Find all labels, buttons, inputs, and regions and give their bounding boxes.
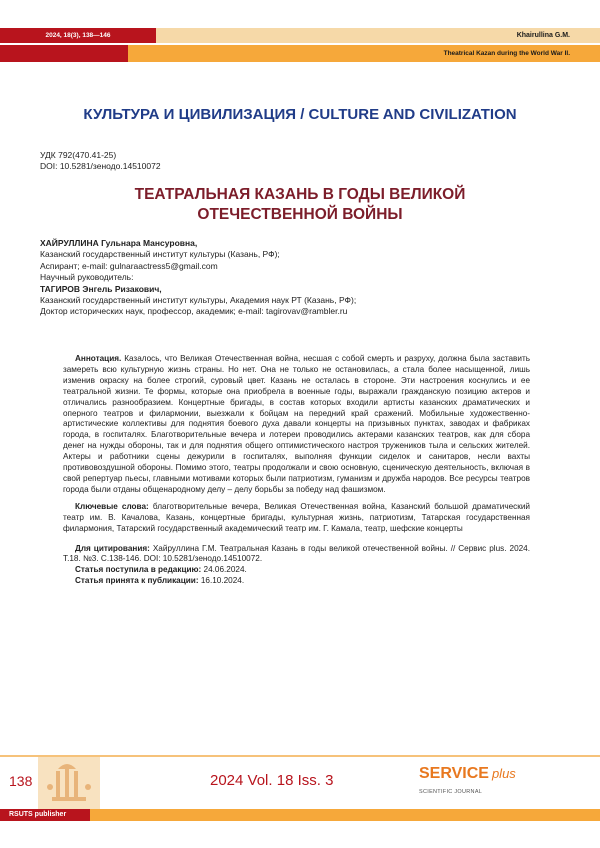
keywords-text: благотворительные вечера, Великая Отечественная война, Казанский большой драматический театр им. В. Качалова, Казань, концертные бригады, культурная жизнь, патриотизм, Татарская государственная филармония, Татарский государственный академический театр им. Г. Камала, театр, шефские концерты bbox=[63, 502, 530, 533]
abstract-label: Аннотация. bbox=[75, 354, 121, 363]
article-title bbox=[0, 185, 600, 225]
journal-name: SERVICE bbox=[419, 765, 489, 782]
header-author: Khairullina G.M. bbox=[517, 28, 570, 43]
header-stripe bbox=[0, 45, 128, 62]
citation-text: Хайруллина Г.М. Театральная Казань в годы великой отечественной войны. // Сервис plus. 2024. Т.18. №3. С.138-146. DOI: 10.5281/зенодо.14510072. bbox=[63, 544, 530, 564]
abstract bbox=[63, 354, 530, 496]
volume-info: 2024 Vol. 18 Iss. 3 bbox=[210, 772, 333, 789]
supervisor-label: Научный руководитель: bbox=[40, 272, 570, 283]
authors-block bbox=[40, 238, 570, 318]
accepted-date bbox=[63, 576, 530, 587]
udk-block bbox=[40, 150, 161, 172]
received-date bbox=[63, 565, 530, 576]
author-1-name: ХАЙРУЛЛИНА Гульнара Мансуровна, bbox=[40, 238, 570, 249]
received-value: 24.06.2024. bbox=[201, 565, 247, 574]
keywords-label: Ключевые слова: bbox=[75, 502, 149, 511]
section-heading: КУЛЬТУРА И ЦИВИЛИЗАЦИЯ / CULTURE AND CIVILIZATION bbox=[0, 106, 600, 123]
udk: УДК 792(470.41-25) bbox=[40, 150, 161, 161]
journal-logo bbox=[419, 765, 516, 783]
author-1-affiliation: Казанский государственный институт культуры (Казань, РФ); bbox=[40, 249, 570, 260]
publisher-bar bbox=[0, 809, 600, 821]
citation-label: Для цитирования: bbox=[75, 544, 150, 553]
publisher-logo-icon bbox=[38, 757, 100, 810]
author-1-info: Аспирант; e-mail: gulnaraactress5@gmail.com bbox=[40, 261, 570, 272]
title-line: ОТЕЧЕСТВЕННОЙ ВОЙНЫ bbox=[0, 205, 600, 225]
accepted-value: 16.10.2024. bbox=[199, 576, 245, 585]
page-number: 138 bbox=[9, 773, 32, 789]
received-label: Статья поступила в редакцию: bbox=[75, 565, 201, 574]
author-2-name: ТАГИРОВ Энгель Ризакович, bbox=[40, 284, 570, 295]
header-running-title: Theatrical Kazan during the World War II. bbox=[444, 45, 570, 62]
journal-subtitle: SCIENTIFIC JOURNAL bbox=[419, 789, 482, 795]
abstract-block bbox=[63, 354, 530, 587]
doi: DOI: 10.5281/зенодо.14510072 bbox=[40, 161, 161, 172]
journal-plus: plus bbox=[492, 766, 516, 781]
author-2-info: Доктор исторических наук, профессор, академик; e-mail: tagirovav@rambler.ru bbox=[40, 306, 570, 317]
abstract-text: Казалось, что Великая Отечественная война, несшая с собой смерть и разруху, должна была заставить замереть всю культурную жизнь страны. Но нет. Она не только не остановилась, а стала более насыщенной, лишь изменив окраску на более строгий, суровый цвет. Казань не осталась в стороне. Эти настроения коснулись и ее театральной жизни. Те формы, которые она приобрела в военные годы, выражали гражданскую позицию актеров и отличались разнообразием. Концертные бригады, в состав которых входили артисты казанских драматических и оперного театров и филармонии, выезжали к бойцам на передний край сражений. Мобильные художественно-артистические коллективы для поднятия боевого духа давали концерты на призывных пунктах, заводах и фабриках города, в госпиталях. Благотворительные вечера и лотереи проводились актерами казанских театров, как для сбора денег на нужды обороны, так и для поднятия общего оптимистического настроя тружеников тыла и сельских жителей. Актеры и работники сцены дежурили в госпиталях, выполняя функции сиделок и санитаров, несли вахты противовоздушной обороны. Помимо этого, театры продолжали и свою основную, сценическую деятельность, включая в свой репертуар пьесы, главными мотивами которых были патриотизм, гуманизм и дружба народов. Все ресурсы театров города были отданы общенародному делу – делу борьбы за победу над фашизмом. bbox=[63, 354, 530, 494]
citation bbox=[63, 544, 530, 566]
keywords bbox=[63, 502, 530, 535]
author-2-affiliation: Казанский государственный институт культуры, Академия наук РТ (Казань, РФ); bbox=[40, 295, 570, 306]
accepted-label: Статья принята к публикации: bbox=[75, 576, 199, 585]
title-line: ТЕАТРАЛЬНАЯ КАЗАНЬ В ГОДЫ ВЕЛИКОЙ bbox=[0, 185, 600, 205]
publisher-name: RSUTS publisher bbox=[9, 809, 66, 821]
header-volume: 2024, 18(3), 138—146 bbox=[0, 28, 156, 43]
